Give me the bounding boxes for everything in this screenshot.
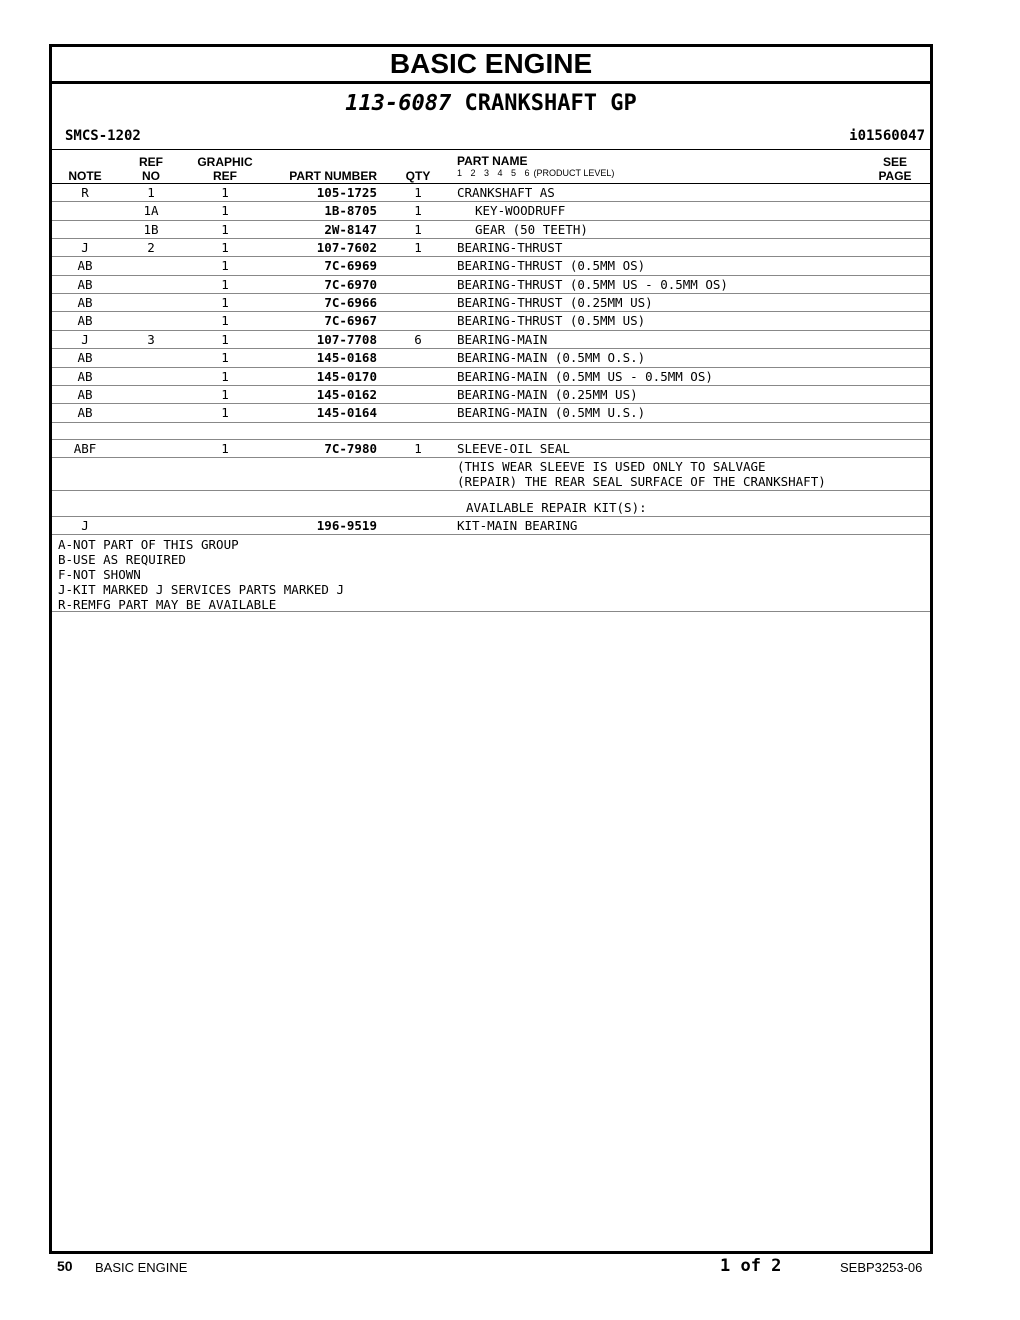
- group-title: [52, 91, 930, 117]
- group-number: 113-6087: [345, 91, 452, 116]
- part-name: BEARING-THRUST (0.5MM US - 0.5MM OS): [457, 276, 728, 292]
- note-code: AB: [77, 386, 93, 402]
- part-number: 2W-8147: [324, 221, 377, 237]
- part-number: 145-0168: [316, 350, 377, 366]
- part-number: 196-9519: [316, 518, 377, 533]
- part-row: [52, 385, 930, 404]
- page-of: 1 of 2: [720, 1256, 782, 1276]
- part-row: [52, 220, 930, 239]
- part-name: KEY-WOODRUFF: [475, 203, 566, 219]
- part-name: BEARING-MAIN (0.25MM US): [457, 386, 638, 402]
- kit-row: [52, 516, 930, 535]
- quantity: 1: [414, 441, 422, 456]
- part-row: [52, 311, 930, 330]
- ref-number: 1: [147, 185, 155, 200]
- note-code: AB: [77, 350, 93, 366]
- part-name: BEARING-THRUST (0.25MM US): [457, 295, 653, 311]
- graphic-ref: 1: [221, 221, 229, 237]
- ref-number: 3: [147, 331, 155, 347]
- part-row: [52, 238, 930, 257]
- page-title: BASIC ENGINE: [389, 48, 593, 79]
- part-number: 7C-7980: [324, 441, 377, 456]
- part-number: 145-0162: [316, 386, 377, 402]
- part-row: [52, 403, 930, 422]
- note-code: AB: [77, 368, 93, 384]
- part-number: 7C-6967: [324, 313, 377, 329]
- blank-row: [52, 422, 930, 441]
- note-code: J: [81, 331, 89, 347]
- col-graphic-header-bottom: REF: [213, 169, 237, 183]
- col-note-header: NOTE: [68, 169, 102, 183]
- part-name: KIT-MAIN BEARING: [457, 518, 578, 533]
- graphic-ref: 1: [221, 258, 229, 274]
- sleeve-comment-row: [52, 457, 930, 490]
- graphic-ref: 1: [221, 240, 229, 256]
- part-name: GEAR (50 TEETH): [475, 221, 588, 237]
- part-number: 7C-6966: [324, 295, 377, 311]
- col-graphic-header-top: GRAPHIC: [197, 155, 253, 169]
- col-see-header-bottom: PAGE: [878, 169, 912, 183]
- part-name: BEARING-MAIN (0.5MM U.S.): [457, 405, 646, 421]
- part-row: [52, 275, 930, 294]
- notes-legend: [52, 534, 930, 612]
- col-qty-header: QTY: [405, 169, 431, 183]
- col-part-name-header: PART NAME: [457, 154, 528, 168]
- page-number: 50: [57, 1258, 73, 1274]
- sleeve-comment-line-1: (THIS WEAR SLEEVE IS USED ONLY TO SALVAGE: [457, 459, 766, 474]
- part-row: [52, 348, 930, 367]
- graphic-ref: 1: [221, 405, 229, 421]
- quantity: 1: [414, 203, 422, 219]
- note-code: ABF: [73, 441, 97, 456]
- part-number: 7C-6970: [324, 276, 377, 292]
- graphic-ref: 1: [221, 350, 229, 366]
- note-f: F-NOT SHOWN: [58, 567, 141, 582]
- part-name: SLEEVE-OIL SEAL: [457, 441, 570, 456]
- note-code: J: [81, 518, 89, 533]
- part-number: 1B-8705: [324, 203, 377, 219]
- graphic-ref: 1: [221, 185, 229, 200]
- part-row: [52, 293, 930, 312]
- illustration-id: i01560047: [849, 128, 925, 144]
- header-divider: [52, 149, 930, 150]
- part-number: 105-1725: [316, 185, 377, 200]
- footer-section: BASIC ENGINE: [95, 1260, 188, 1275]
- note-code: AB: [77, 405, 93, 421]
- level-numbers: 1 2 3 4 5 6: [457, 168, 530, 178]
- note-code: AB: [77, 295, 93, 311]
- quantity: 1: [414, 185, 422, 200]
- part-row: [52, 201, 930, 220]
- col-see-header-top: SEE: [882, 155, 907, 169]
- ref-number: 1B: [143, 221, 159, 237]
- kits-heading: AVAILABLE REPAIR KIT(S):: [466, 500, 647, 515]
- part-row: [52, 330, 930, 349]
- group-name: CRANKSHAFT GP: [464, 91, 637, 116]
- part-row: [52, 367, 930, 386]
- note-code: AB: [77, 313, 93, 329]
- part-number: 7C-6969: [324, 258, 377, 274]
- part-row: [52, 256, 930, 275]
- col-ref-header-top: REF: [139, 155, 163, 169]
- parts-page-frame: [49, 44, 933, 1254]
- note-code: AB: [77, 258, 93, 274]
- graphic-ref: 1: [221, 441, 229, 456]
- part-name: BEARING-THRUST (0.5MM OS): [457, 258, 646, 274]
- part-name: BEARING-THRUST (0.5MM US): [457, 313, 646, 329]
- ref-number: 2: [147, 240, 155, 256]
- graphic-ref: 1: [221, 276, 229, 292]
- note-code: R: [81, 185, 89, 200]
- part-number: 145-0164: [316, 405, 377, 421]
- graphic-ref: 1: [221, 386, 229, 402]
- part-name: BEARING-MAIN (0.5MM O.S.): [457, 350, 646, 366]
- graphic-ref: 1: [221, 368, 229, 384]
- sleeve-comment-line-2: (REPAIR) THE REAR SEAL SURFACE OF THE CRANKSHAFT): [457, 474, 826, 489]
- graphic-ref: 1: [221, 295, 229, 311]
- product-level-label: (PRODUCT LEVEL): [533, 168, 615, 178]
- product-level-header: [457, 168, 614, 178]
- graphic-ref: 1: [221, 203, 229, 219]
- col-part-number-header: PART NUMBER: [289, 169, 377, 183]
- part-name: BEARING-MAIN: [457, 331, 548, 347]
- graphic-ref: 1: [221, 331, 229, 347]
- part-row: [52, 183, 930, 202]
- quantity: 1: [414, 240, 422, 256]
- part-name: BEARING-THRUST: [457, 240, 563, 256]
- note-code: AB: [77, 276, 93, 292]
- part-number: 107-7602: [316, 240, 377, 256]
- quantity: 1: [414, 221, 422, 237]
- quantity: 6: [414, 331, 422, 347]
- col-ref-header-bottom: NO: [142, 169, 160, 183]
- part-row-sleeve: [52, 439, 930, 458]
- ref-number: 1A: [143, 203, 159, 219]
- note-r: R-REMFG PART MAY BE AVAILABLE: [58, 597, 277, 612]
- smcs-code: SMCS-1202: [65, 128, 141, 144]
- kits-heading-row: [52, 490, 930, 517]
- part-number: 145-0170: [316, 368, 377, 384]
- note-code: J: [81, 240, 89, 256]
- graphic-ref: 1: [221, 313, 229, 329]
- part-name: CRANKSHAFT AS: [457, 185, 555, 200]
- document-number: SEBP3253-06: [840, 1260, 923, 1275]
- part-number: 107-7708: [316, 331, 377, 347]
- note-b: B-USE AS REQUIRED: [58, 552, 186, 567]
- note-a: A-NOT PART OF THIS GROUP: [58, 537, 239, 552]
- note-j: J-KIT MARKED J SERVICES PARTS MARKED J: [58, 582, 344, 597]
- title-band: [52, 47, 930, 84]
- part-name: BEARING-MAIN (0.5MM US - 0.5MM OS): [457, 368, 713, 384]
